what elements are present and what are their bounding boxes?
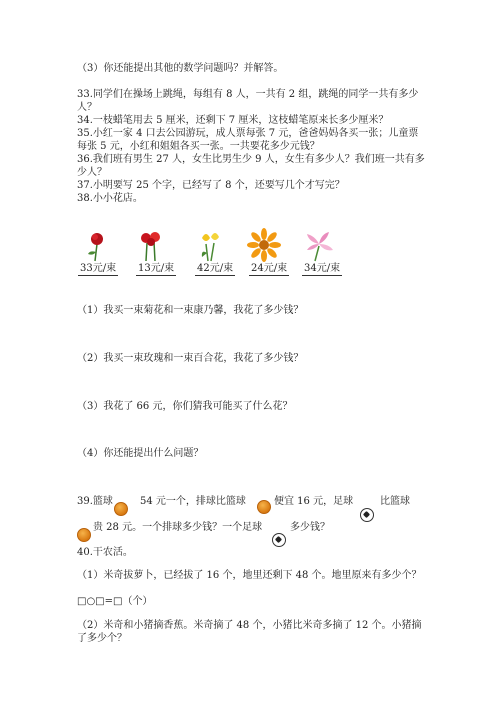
question-34: 34.一枝蜡笔用去 5 厘米，还剩下 7 厘米，这枝蜡笔原来长多少厘米？ bbox=[77, 115, 389, 126]
sunflower-icon bbox=[247, 228, 281, 262]
q39-part-5: 贵 28 元。一个排球多少钱？一个足球 bbox=[93, 522, 263, 533]
question-38: 38.小小花店。 bbox=[77, 193, 143, 204]
price-rose: 33元/束 bbox=[80, 263, 117, 274]
q39-part-2: 54 元一个，排球比篮球 bbox=[140, 496, 246, 507]
equation-blank: □○□=□（个） bbox=[77, 596, 153, 607]
question-40: 40.干农活。 bbox=[77, 547, 133, 558]
q39-part-4: 比篮球 bbox=[380, 496, 410, 507]
price-tulip: 42元/束 bbox=[197, 263, 234, 274]
question-38-4: （4）你还能提出什么问题？ bbox=[77, 448, 204, 459]
q39-part-3: 便宜 16 元，足球 bbox=[274, 496, 354, 507]
question-33: 33.同学们在操场上跳绳，每组有 8 人，一共有 2 组，跳绳的同学一共有多少人？ bbox=[77, 89, 419, 113]
lily-icon bbox=[303, 228, 337, 262]
soccer-ball-icon bbox=[360, 508, 374, 522]
tulip-icon bbox=[193, 228, 227, 262]
question-36: 36.我们班有男生 27 人，女生比男生少 9 人，女生有多少人？我们班一共有多少人？ bbox=[77, 154, 425, 178]
question-40-2: （2）米奇和小猪摘香蕉。米奇摘了 48 个，小猪比米奇多摘了 12 个。小猪摘了多少个？ bbox=[77, 620, 422, 644]
price-sunflower: 24元/束 bbox=[251, 263, 288, 274]
question-38-2: （2）我买一束玫瑰和一束百合花，我花了多少钱？ bbox=[77, 353, 304, 364]
soccer-ball-icon-2 bbox=[272, 533, 286, 547]
volleyball-icon bbox=[257, 500, 271, 514]
rose-icon bbox=[80, 228, 114, 262]
price-lily: 34元/束 bbox=[304, 263, 341, 274]
question-37: 37.小明要写 25 个字，已经写了 8 个，还要写几个才写完？ bbox=[77, 180, 345, 191]
question-35: 35.小红一家 4 口去公园游玩，成人票每张 7 元，爸爸妈妈各买一张；儿童票每张 5 元，小红和姐姐各买一张。一共要花多少元钱？ bbox=[77, 128, 419, 152]
red-flower-icon bbox=[134, 228, 168, 262]
basketball-icon bbox=[114, 502, 128, 516]
basketball-icon-2 bbox=[77, 528, 91, 542]
q39-part-1: 39.篮球 bbox=[77, 496, 113, 507]
question-prev-3: （3）你还能提出其他的数学问题吗？并解答。 bbox=[77, 63, 284, 74]
price-red-flower: 13元/束 bbox=[138, 263, 175, 274]
question-40-1: （1）米奇拔萝卜，已经拔了 16 个，地里还剩下 48 个。地里原来有多少个？ bbox=[77, 570, 422, 581]
question-38-3: （3）我花了 66 元，你们猜我可能买了什么花？ bbox=[77, 401, 293, 412]
question-38-1: （1）我买一束菊花和一束康乃馨，我花了多少钱？ bbox=[77, 305, 304, 316]
q39-part-6: 多少钱？ bbox=[290, 522, 330, 533]
